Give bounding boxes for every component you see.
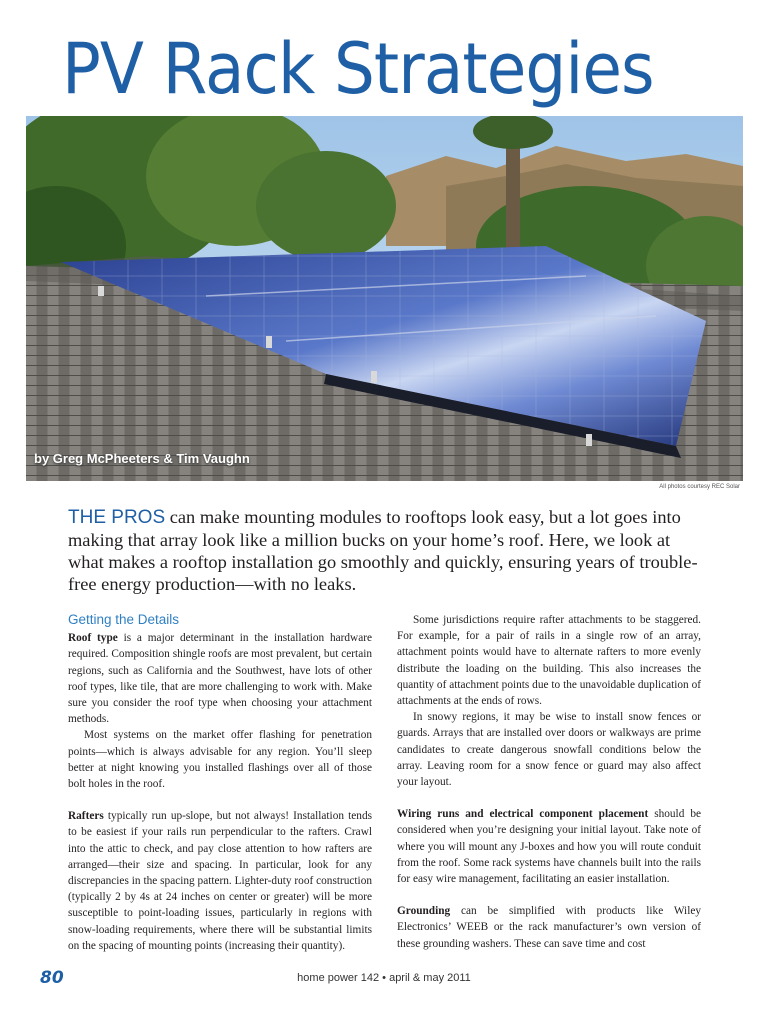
page-number: 80: [40, 968, 64, 988]
roof-type-text: is a major determinant in the installation hardware required. Composition shingle roofs are most prevalent, but certain regions, such as California and the Southwest, have lots of other roof types, like tile, that are more challenging to work with. Make sure you consider the roof type when choosing your attachment methods.: [68, 632, 372, 726]
solar-array-photo: [26, 116, 743, 481]
paragraph-gap: [397, 887, 701, 903]
issue-line: home power 142 • april & may 2011: [297, 972, 471, 984]
left-column: [68, 612, 372, 954]
page-footer: [0, 970, 768, 990]
paragraph-gap: [397, 790, 701, 806]
right-column: [397, 612, 701, 952]
rafters-paragraph: [68, 808, 372, 954]
roof-type-lead: Roof type: [68, 632, 118, 645]
wiring-paragraph: [397, 806, 701, 887]
author-byline: by Greg McPheeters & Tim Vaughn: [34, 451, 250, 466]
rafters-text: typically run up-slope, but not always! Installation tends to be easiest if your rails run perpendicular to the rafters. Crawl into the attic to check, and pay close attention to how rafters are arranged—their size and spacing. In particular, look for any discrepancies in the spacing pattern. Lighter-duty roof construction (typically 2 by 4s at 24 inches on center or greater) will be more susceptible to point-loading issues, particularly in regions with snow-loading requirements, where there will be substantial limits on the spacing of mounting points (increasing their quantity).: [68, 810, 372, 952]
paragraph-gap: [68, 792, 372, 808]
rooftop-solar-image: [26, 116, 743, 481]
snow-paragraph: In snowy regions, it may be wise to install snow fences or guards. Arrays that are installed over doors or walkways are prime candidates to create dangerous snowfall conditions below the array. Leaving room for a snow fence or guard may also affect your layout.: [397, 711, 701, 789]
flashing-paragraph: Most systems on the market offer flashing for penetration points—which is always advisable for any region. You’ll sleep better at night knowing you installed flashings over all of those bolt holes in the roof.: [68, 729, 372, 791]
intro-paragraph: [68, 506, 704, 595]
grounding-paragraph: [397, 903, 701, 952]
grounding-text: can be simplified with products like Wiley Electronics’ WEEB or the rack manufacturer’s own version of these grounding washers. These can save time and cost: [397, 905, 701, 950]
grounding-lead: Grounding: [397, 905, 451, 918]
article-title: PV Rack Strategies: [62, 28, 654, 110]
photo-credit: All photos courtesy REC Solar: [659, 484, 740, 490]
section-subhead: Getting the Details: [68, 612, 180, 627]
staggered-paragraph: Some jurisdictions require rafter attachments to be staggered. For example, for a pair of rails in a single row of an array, attachment points would have to alternate rafters to more evenly distribute the loading on the building. This also increases the quantity of attachment points due to the unavoidable duplication of attachments at the ends of rows.: [397, 614, 701, 708]
wiring-lead: Wiring runs and electrical component placement: [397, 808, 649, 821]
rafters-lead: Rafters: [68, 810, 104, 823]
roof-type-paragraph: [68, 630, 372, 727]
intro-text: can make mounting modules to rooftops look easy, but a lot goes into making that array look like a million bucks on your home’s roof. Here, we look at what makes a rooftop installation go smoothly and quickly, ensuring years of trouble-free energy production—with no leaks.: [68, 507, 698, 594]
intro-lead: THE PROS: [68, 507, 166, 528]
wiring-text: should be considered when you’re designing your initial layout. Take note of where you will mount any J-boxes and how you will route conduit from the roof. Some rack systems have channels built into the rails for easy wire management, facilitating an easier installation.: [397, 808, 701, 886]
